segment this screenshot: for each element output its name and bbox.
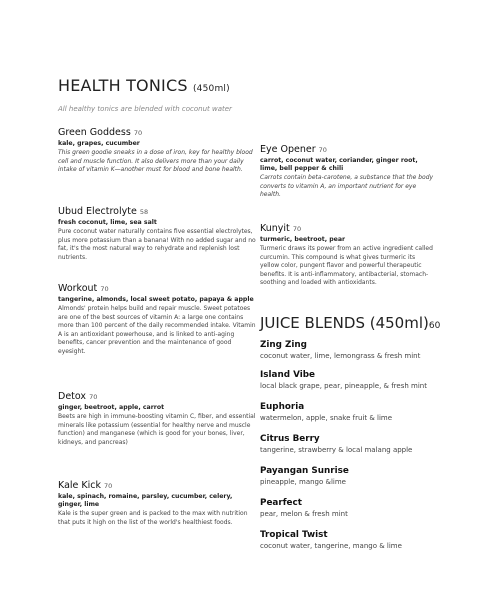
tonic-price: 58	[139, 208, 149, 216]
tonic-name: Workout	[58, 283, 98, 294]
juice-blends-title: JUICE BLENDS (450ml)	[260, 314, 429, 332]
juice-description: tangerine, strawberry & local malang apple	[260, 446, 413, 454]
tonic-price: 70	[89, 393, 98, 401]
tonic-name: Ubud Electrolyte	[58, 206, 137, 217]
juice-item-tropical-twist	[260, 530, 450, 551]
tonic-price: 70	[292, 225, 302, 233]
tonic-description: Carrots contain beta-carotene, a substance that the body converts to vitamin A, an important nutrient for eye health.	[260, 174, 434, 199]
juice-item-payangan-sunrise	[260, 466, 450, 487]
juice-name: Citrus Berry	[260, 434, 320, 444]
tonic-ingredients: kale, spinach, romaine, parsley, cucumber, celery, ginger, lime	[58, 493, 233, 508]
juice-item-pearfect	[260, 498, 450, 519]
juice-description: watermelon, apple, snake fruit & lime	[260, 414, 393, 422]
health-tonics-volume: (450ml)	[192, 84, 230, 94]
juice-item-euphoria	[260, 402, 450, 423]
health-tonics-heading	[58, 76, 230, 95]
tonic-price: 70	[318, 146, 327, 154]
tonic-name: Eye Opener	[260, 144, 316, 155]
juice-name: Payangan Sunrise	[260, 466, 349, 476]
tonic-ingredients: fresh coconut, lime, sea salt	[58, 219, 157, 226]
juice-description: local black grape, pear, pineapple, & fresh mint	[260, 382, 427, 390]
juice-name: Euphoria	[260, 402, 305, 412]
tonic-description: Almonds' protein helps build and repair muscle. Sweet potatoes are one of the best sources of vitamin A: a large one contains more than 100 percent of the daily recommended intake. Vitamin A is an antioxidant powerhouse, and is linked to anti-aging benefits, cancer prevention and the maintenance of good eyesight.	[58, 305, 256, 355]
tonic-item-green-goddess	[58, 127, 258, 175]
tonic-price: 70	[100, 285, 109, 293]
tonic-description: Pure coconut water naturally contains five essential electrolytes, plus more potassium than a banana! With no added sugar and no fat, it's the most natural way to rehydrate and replenish lost nutrients.	[58, 228, 256, 261]
juice-name: Zing Zing	[260, 340, 307, 350]
juice-name: Tropical Twist	[260, 530, 328, 540]
tonic-name: Kale Kick	[58, 480, 101, 491]
tonic-ingredients: carrot, coconut water, coriander, ginger root, lime, bell pepper & chili	[260, 157, 418, 172]
tonic-item-ubud-electrolyte	[58, 206, 258, 262]
tonic-ingredients: kale, grapes, cucumber	[58, 140, 140, 147]
juice-item-citrus-berry	[260, 434, 450, 455]
juice-name: Pearfect	[260, 498, 302, 508]
juice-blends-heading	[260, 314, 440, 332]
tonic-item-kale-kick	[58, 480, 258, 527]
juice-description: pineapple, mango &lime	[260, 478, 346, 486]
tonic-ingredients: tangerine, almonds, local sweet potato, papaya & apple	[58, 296, 254, 303]
tonic-name: Detox	[58, 391, 87, 402]
juice-description: coconut water, lime, lemongrass & fresh mint	[260, 352, 421, 360]
juice-description: coconut water, tangerine, mango & lime	[260, 542, 402, 550]
juice-description: pear, melon & fresh mint	[260, 510, 348, 518]
tonic-price: 70	[133, 129, 143, 137]
tonic-item-kunyit	[260, 223, 436, 288]
tonic-price: 70	[104, 482, 113, 490]
tonic-description: Kale is the super green and is packed to the max with nutrition that puts it high on the list of the world's healthiest foods.	[58, 510, 248, 526]
tonic-item-detox	[58, 391, 258, 447]
tonic-item-workout	[58, 283, 258, 357]
juice-blends-price: 60	[428, 321, 441, 331]
juice-item-island-vibe	[260, 370, 450, 391]
tonic-description: Turmeric draws its power from an active ingredient called curcumin. This compound is what gives turmeric its yellow color, pungent flavor and powerful therapeutic benefits. It is anti-inflammatory, antibacterial, stomach-soothing and loaded with antioxidants.	[260, 245, 433, 287]
tonic-description: This green goodie sneaks in a dose of iron, key for healthy blood cell and muscle function. It also delivers more than your daily intake of vitamin K—another must for blood and bone health.	[58, 149, 253, 174]
health-tonics-title: HEALTH TONICS	[58, 76, 188, 95]
tonic-name: Kunyit	[260, 223, 290, 234]
tonic-item-eye-opener	[260, 144, 436, 200]
juice-item-zing-zing	[260, 340, 450, 361]
tonic-description: Beets are high in immune-boosting vitamin C, fiber, and essential minerals like potassium (essential for healthy nerve and muscle function) and manganese (which is good for your bones, liver, kidneys, and pancreas)	[58, 413, 256, 446]
tonic-ingredients: turmeric, beetroot, pear	[260, 236, 346, 243]
tonic-name: Green Goddess	[58, 127, 131, 138]
health-tonics-intro: All healthy tonics are blended with coconut water	[58, 105, 232, 113]
tonic-ingredients: ginger, beetroot, apple, carrot	[58, 404, 165, 411]
juice-name: Island Vibe	[260, 370, 316, 380]
